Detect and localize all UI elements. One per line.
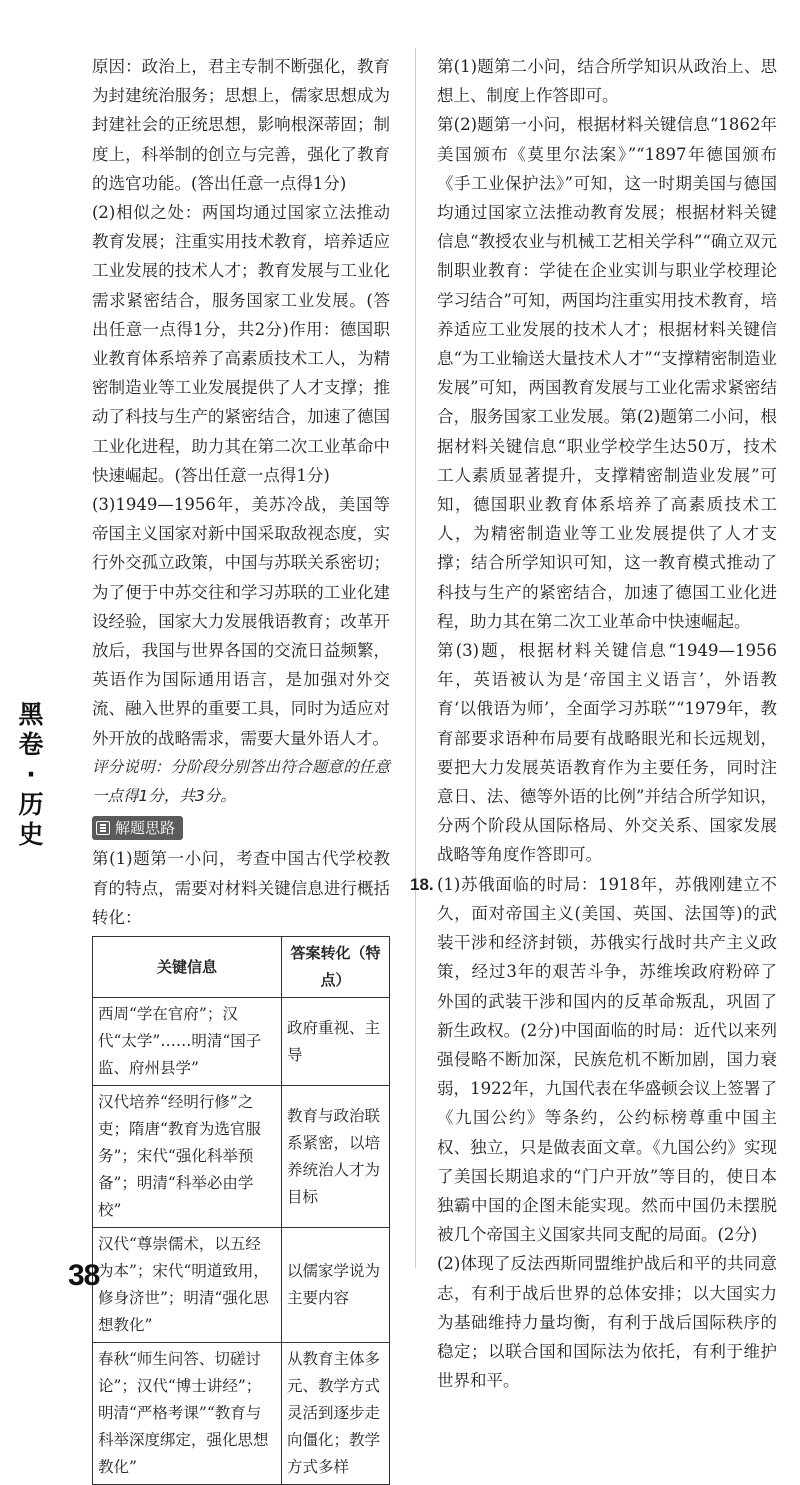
analysis-section-header <box>92 816 183 840</box>
analysis-section-title: 解题思路 <box>115 819 176 838</box>
table-header-answer: 答案转化（特点） <box>282 937 390 998</box>
answer-18-part2: (2)体现了反法西斯同盟维护战后和平的共同意志，有利于战后世界的总体安排；以大国实力为基础维持力量均衡，有利于战后国际秩序的稳定；以联合国和国际法为依托，有利于维护世界和平。 <box>437 1254 777 1391</box>
table-cell-answer: 政府重视、主导 <box>282 998 390 1086</box>
sidebar-label <box>14 700 48 850</box>
sidebar-char: 卷 <box>18 730 44 759</box>
sidebar-char: 黑 <box>18 700 44 729</box>
question-number: 18. <box>410 874 434 894</box>
table-row <box>93 998 390 1086</box>
table-cell-answer: 从教育主体多元、教学方式灵活到逐步走向僵化；教学方式多样 <box>282 1343 390 1485</box>
table-row <box>93 1086 390 1228</box>
analysis-part1-q2: 第(1)题第二小问，结合所学知识从政治上、思想上、制度上作答即可。 <box>437 57 777 106</box>
left-column <box>92 52 390 1485</box>
analysis-part3: 第(3)题，根据材料关键信息“1949—1956年，英语被认为是‘帝国主义语言’，外语教育‘以俄语为师’，全面学习苏联”“1979年，教育部要求语种布局要有战略眼光和长远规划，要把大力发展英语教育作为主要任务，同时注意日、法、德等外语的比例”并结合所学知识，分两个阶段从国际格局、外交关系、国家发展战略等角度作答即可。 <box>437 641 777 865</box>
table-cell-key: 汉代培养“经明行修”之吏；隋唐“教育为选官服务”；宋代“强化科举预备”；明清“科举必由学校” <box>93 1086 282 1228</box>
page-number: 38 <box>68 1259 100 1292</box>
answer-part3: (3)1949—1956年，美苏冷战，美国等帝国主义国家对新中国采取敌视态度，实行外交孤立政策，中国与苏联关系密切；为了便于中苏交往和学习苏联的工业化建设经验，国家大力发展俄语教育；改革开放后，我国与世界各国的交流日益频繁，英语作为国际通用语言，是加强对外交流、融入世界的重要工具，同时为适应对外开放的战略需求，需要大量外语人才。 <box>92 495 390 748</box>
scoring-note: 评分说明：分阶段分别答出符合题意的任意一点得1分，共3分。 <box>92 757 390 806</box>
table-cell-answer: 教育与政治联系紧密，以培养统治人才为目标 <box>282 1086 390 1228</box>
table-cell-answer: 以儒家学说为主要内容 <box>282 1228 390 1343</box>
table-cell-key: 汉代“尊崇儒术，以五经为本”；宋代“明道致用，修身济世”；明清“强化思想教化” <box>93 1228 282 1343</box>
sidebar-char: 史 <box>18 820 44 849</box>
sidebar-char: 历 <box>18 790 44 819</box>
table-row <box>93 1343 390 1485</box>
answer-part1-reason: 原因：政治上，君主专制不断强化，教育为封建统治服务；思想上，儒家思想成为封建社会的正统思想，影响根深蒂固；制度上，科举制的创立与完善，强化了教育的选官功能。(答出任意一点得1分) <box>92 57 390 193</box>
table-header-key-info: 关键信息 <box>93 937 282 998</box>
key-info-table <box>92 936 390 1485</box>
table-cell-key: 春秋“师生问答、切磋讨论”；汉代“博士讲经”；明清“严格考课”“教育与科举深度绑定，强化思想教化” <box>93 1343 282 1485</box>
answer-part2: (2)相似之处：两国均通过国家立法推动教育发展；注重实用技术教育，培养适应工业发展的技术人才；教育发展与工业化需求紧密结合，服务国家工业发展。(答出任意一点得1分，共2分)作用：德国职业教育体系培养了高素质技术工人，为精密制造业等工业发展提供了人才支撑；推动了科技与生产的紧密结合，加速了德国工业化进程，助力其在第二次工业革命中快速崛起。(答出任意一点得1分) <box>92 203 390 485</box>
column-divider <box>415 48 416 1268</box>
answer-18-part1: (1)苏俄面临的时局：1918年，苏俄刚建立不久，面对帝国主义(美国、英国、法国等)的武装干涉和经济封锁，苏俄实行战时共产主义政策，经过3年的艰苦斗争，苏维埃政府粉碎了外国的武装干涉和国内的反革命叛乱，巩固了新生政权。(2分)中国面临的时局：近代以来列强侵略不断加深，民族危机不断加剧，国力衰弱，1922年，九国代表在华盛顿会议上签署了《九国公约》等条约，公约标榜尊重中国主权、独立，只是做表面文章。《九国公约》实现了美国长期追求的“门户开放”等目的，使日本独霸中国的企图未能实现。然而中国仍未摆脱被几个帝国主义国家共同支配的局面。(2分) <box>437 874 777 1245</box>
analysis-part1-intro: 第(1)题第一小问，考查中国古代学校教育的特点，需要对材料关键信息进行概括转化： <box>92 849 390 927</box>
question-18 <box>410 870 777 1396</box>
right-column <box>410 52 777 1395</box>
table-header-row <box>93 937 390 998</box>
notepad-icon <box>96 821 110 835</box>
sidebar-dot: · <box>26 760 36 789</box>
table-cell-key: 西周“学在官府”；汉代“太学”……明清“国子监、府州县学” <box>93 998 282 1086</box>
analysis-part2: 第(2)题第一小问，根据材料关键信息“1862年美国颁布《莫里尔法案》”“1897年德国颁布《手工业保护法》”可知，这一时期美国与德国均通过国家立法推动教育发展；根据材料关键信息“教授农业与机械工艺相关学科”“确立双元制职业教育：学徒在企业实训与职业学校理论学习结合”可知，两国均注重实用技术教育，培养适应工业发展的技术人才；根据材料关键信息“为工业输送大量技术人才”“支撑精密制造业发展”可知，两国教育发展与工业化需求紧密结合，服务国家工业发展。第(2)题第二小问，根据材料关键信息“职业学校学生达50万，技术工人素质显著提升，支撑精密制造业发展”可知，德国职业教育体系培养了高素质技术工人，为精密制造业等工业发展提供了人才支撑；结合所学知识可知，这一教育模式推动了科技与生产的紧密结合，加速了德国工业化进程，助力其在第二次工业革命中快速崛起。 <box>437 115 777 631</box>
table-row <box>93 1228 390 1343</box>
